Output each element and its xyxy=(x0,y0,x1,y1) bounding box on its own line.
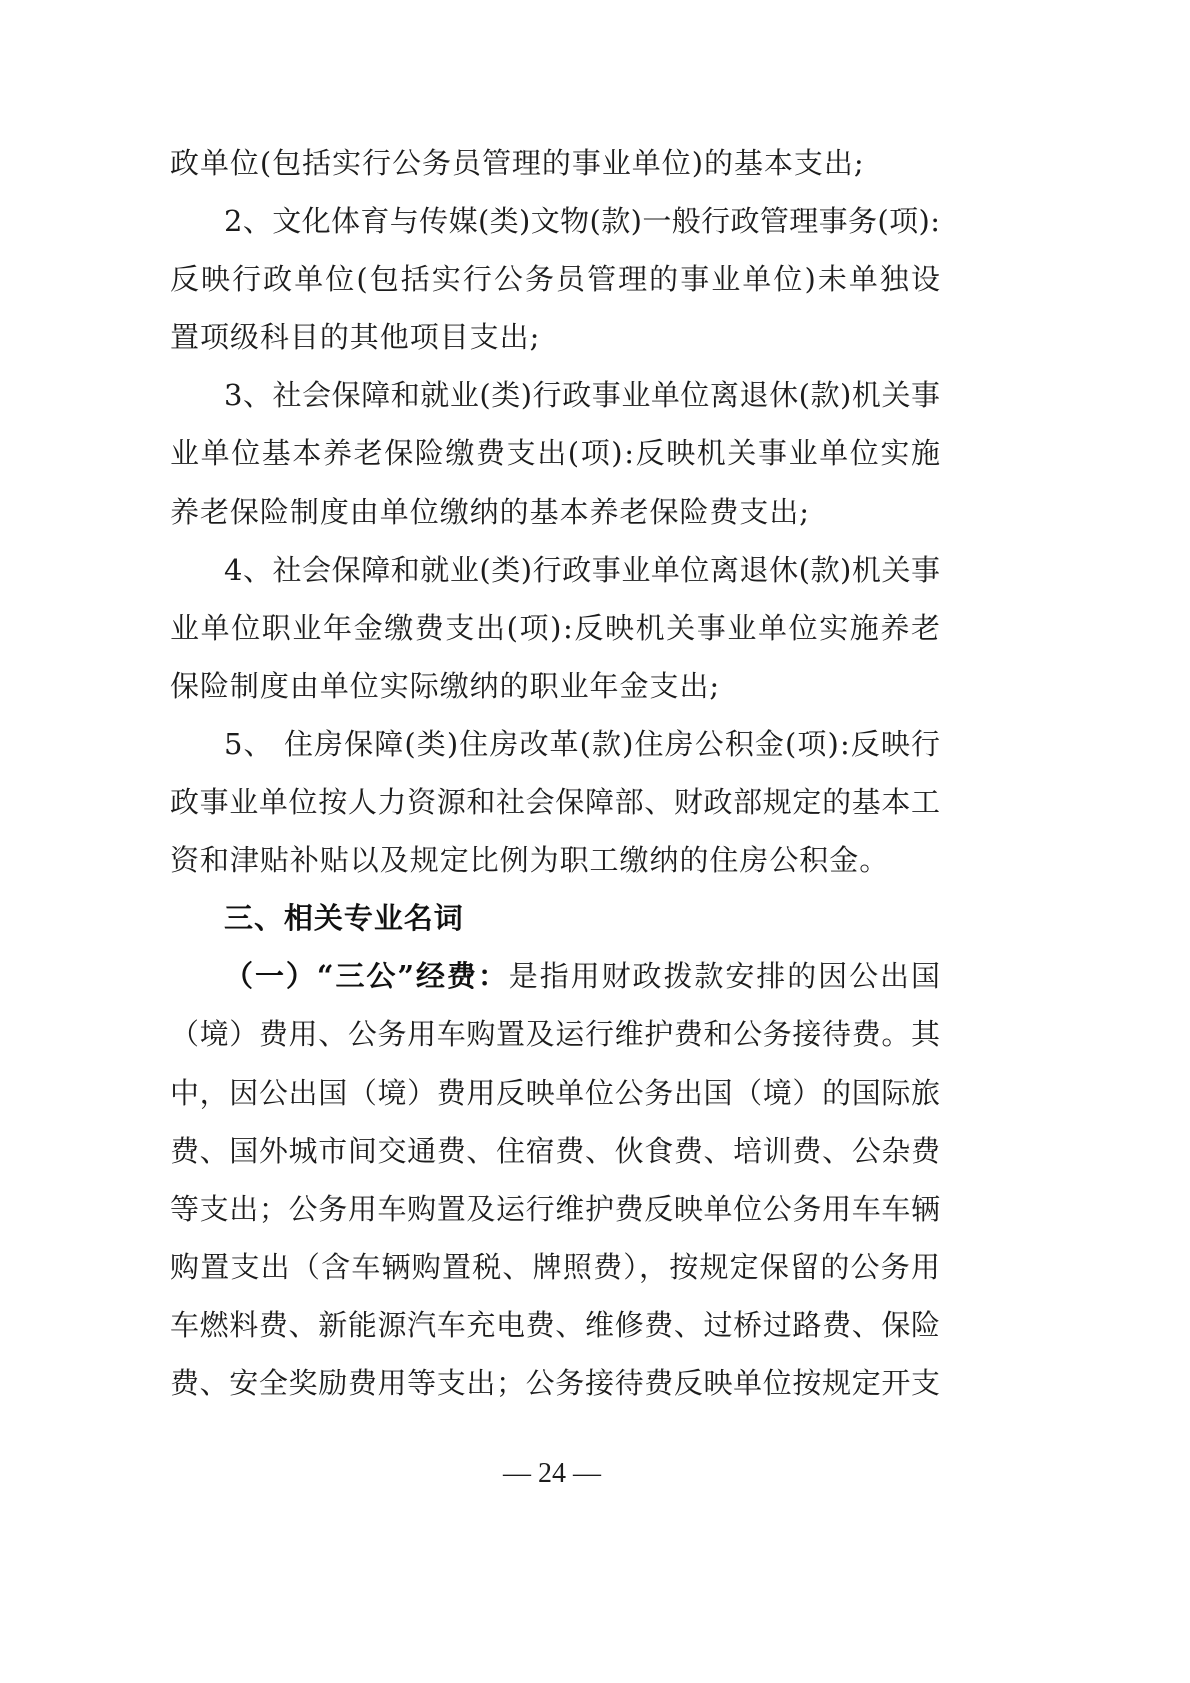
line-text-group xyxy=(224,959,942,993)
text-line xyxy=(170,831,940,889)
text-line xyxy=(170,1005,940,1063)
text-line xyxy=(170,541,940,599)
term-label: （一）“三公”经费： xyxy=(224,959,509,994)
text-line xyxy=(170,599,940,657)
text-line xyxy=(170,1122,940,1180)
paragraph-item-2 xyxy=(170,192,943,366)
paragraph-item-5 xyxy=(170,715,940,889)
text-line xyxy=(170,192,940,250)
text-line xyxy=(170,1180,940,1238)
document-body xyxy=(170,134,943,1412)
text-line xyxy=(170,715,940,773)
paragraph-item-3 xyxy=(170,366,940,540)
section-heading-block xyxy=(170,889,940,947)
line-text: （境）费用、公务用车购置及运行维护费和公务接待费。其 xyxy=(170,1017,941,1052)
text-line xyxy=(170,947,940,1005)
line-text: 中，因公出国（境）费用反映单位公务出国（境）的国际旅 xyxy=(170,1075,941,1110)
section-heading-text: 三、相关专业名词 xyxy=(224,901,464,936)
line-text: 保险制度由单位实际缴纳的职业年金支出; xyxy=(170,668,721,703)
text-line xyxy=(170,1238,940,1296)
text-line xyxy=(170,134,940,192)
line-text: 费、国外城市间交通费、住宿费、伙食费、培训费、公杂费 xyxy=(170,1133,941,1168)
text-line xyxy=(170,1296,940,1354)
line-text: 4、社会保障和就业(类)行政事业单位离退休(款)机关事 xyxy=(224,552,941,587)
paragraph-item-1-continuation xyxy=(170,134,940,192)
text-line xyxy=(170,1354,940,1412)
line-text: 费、安全奖励费用等支出；公务接待费反映单位按规定开支 xyxy=(170,1365,941,1400)
line-text: 2、文化体育与传媒(类)文物(款)一般行政管理事务(项): xyxy=(224,204,941,239)
page-number: — 24 — xyxy=(503,1458,601,1489)
line-text: 3、社会保障和就业(类)行政事业单位离退休(款)机关事 xyxy=(224,378,941,413)
text-line xyxy=(170,250,943,308)
text-line xyxy=(170,308,940,366)
text-line xyxy=(170,657,940,715)
line-text: 业单位职业年金缴费支出(项):反映机关事业单位实施养老 xyxy=(170,610,942,645)
line-text: 是指用财政拨款安排的因公出国 xyxy=(508,959,942,994)
line-text: 反映行政单位(包括实行公务员管理的事业单位)未单独设 xyxy=(170,262,943,297)
text-line xyxy=(170,366,940,424)
line-text: 政单位(包括实行公务员管理的事业单位)的基本支出; xyxy=(170,146,865,180)
line-text: 养老保险制度由单位缴纳的基本养老保险费支出; xyxy=(170,494,811,529)
line-text: 等支出；公务用车购置及运行维护费反映单位公务用车车辆 xyxy=(170,1191,941,1226)
line-text: 业单位基本养老保险缴费支出(项):反映机关事业单位实施 xyxy=(170,436,942,471)
line-text: 5、 住房保障(类)住房改革(款)住房公积金(项):反映行 xyxy=(224,726,942,761)
line-text: 车燃料费、新能源汽车充电费、维修费、过桥过路费、保险 xyxy=(170,1307,941,1342)
text-line xyxy=(170,424,940,482)
line-text: 置项级科目的其他项目支出; xyxy=(170,320,541,355)
text-line xyxy=(170,483,940,541)
section-heading xyxy=(170,889,940,947)
text-line xyxy=(170,773,940,831)
paragraph-term-sangong xyxy=(170,947,940,1412)
text-line xyxy=(170,1064,940,1122)
line-text: 购置支出（含车辆购置税、牌照费），按规定保留的公务用 xyxy=(170,1249,942,1284)
line-text: 资和津贴补贴以及规定比例为职工缴纳的住房公积金。 xyxy=(170,843,890,878)
line-text: 政事业单位按人力资源和社会保障部、财政部规定的基本工 xyxy=(170,785,941,820)
paragraph-item-4 xyxy=(170,541,940,715)
